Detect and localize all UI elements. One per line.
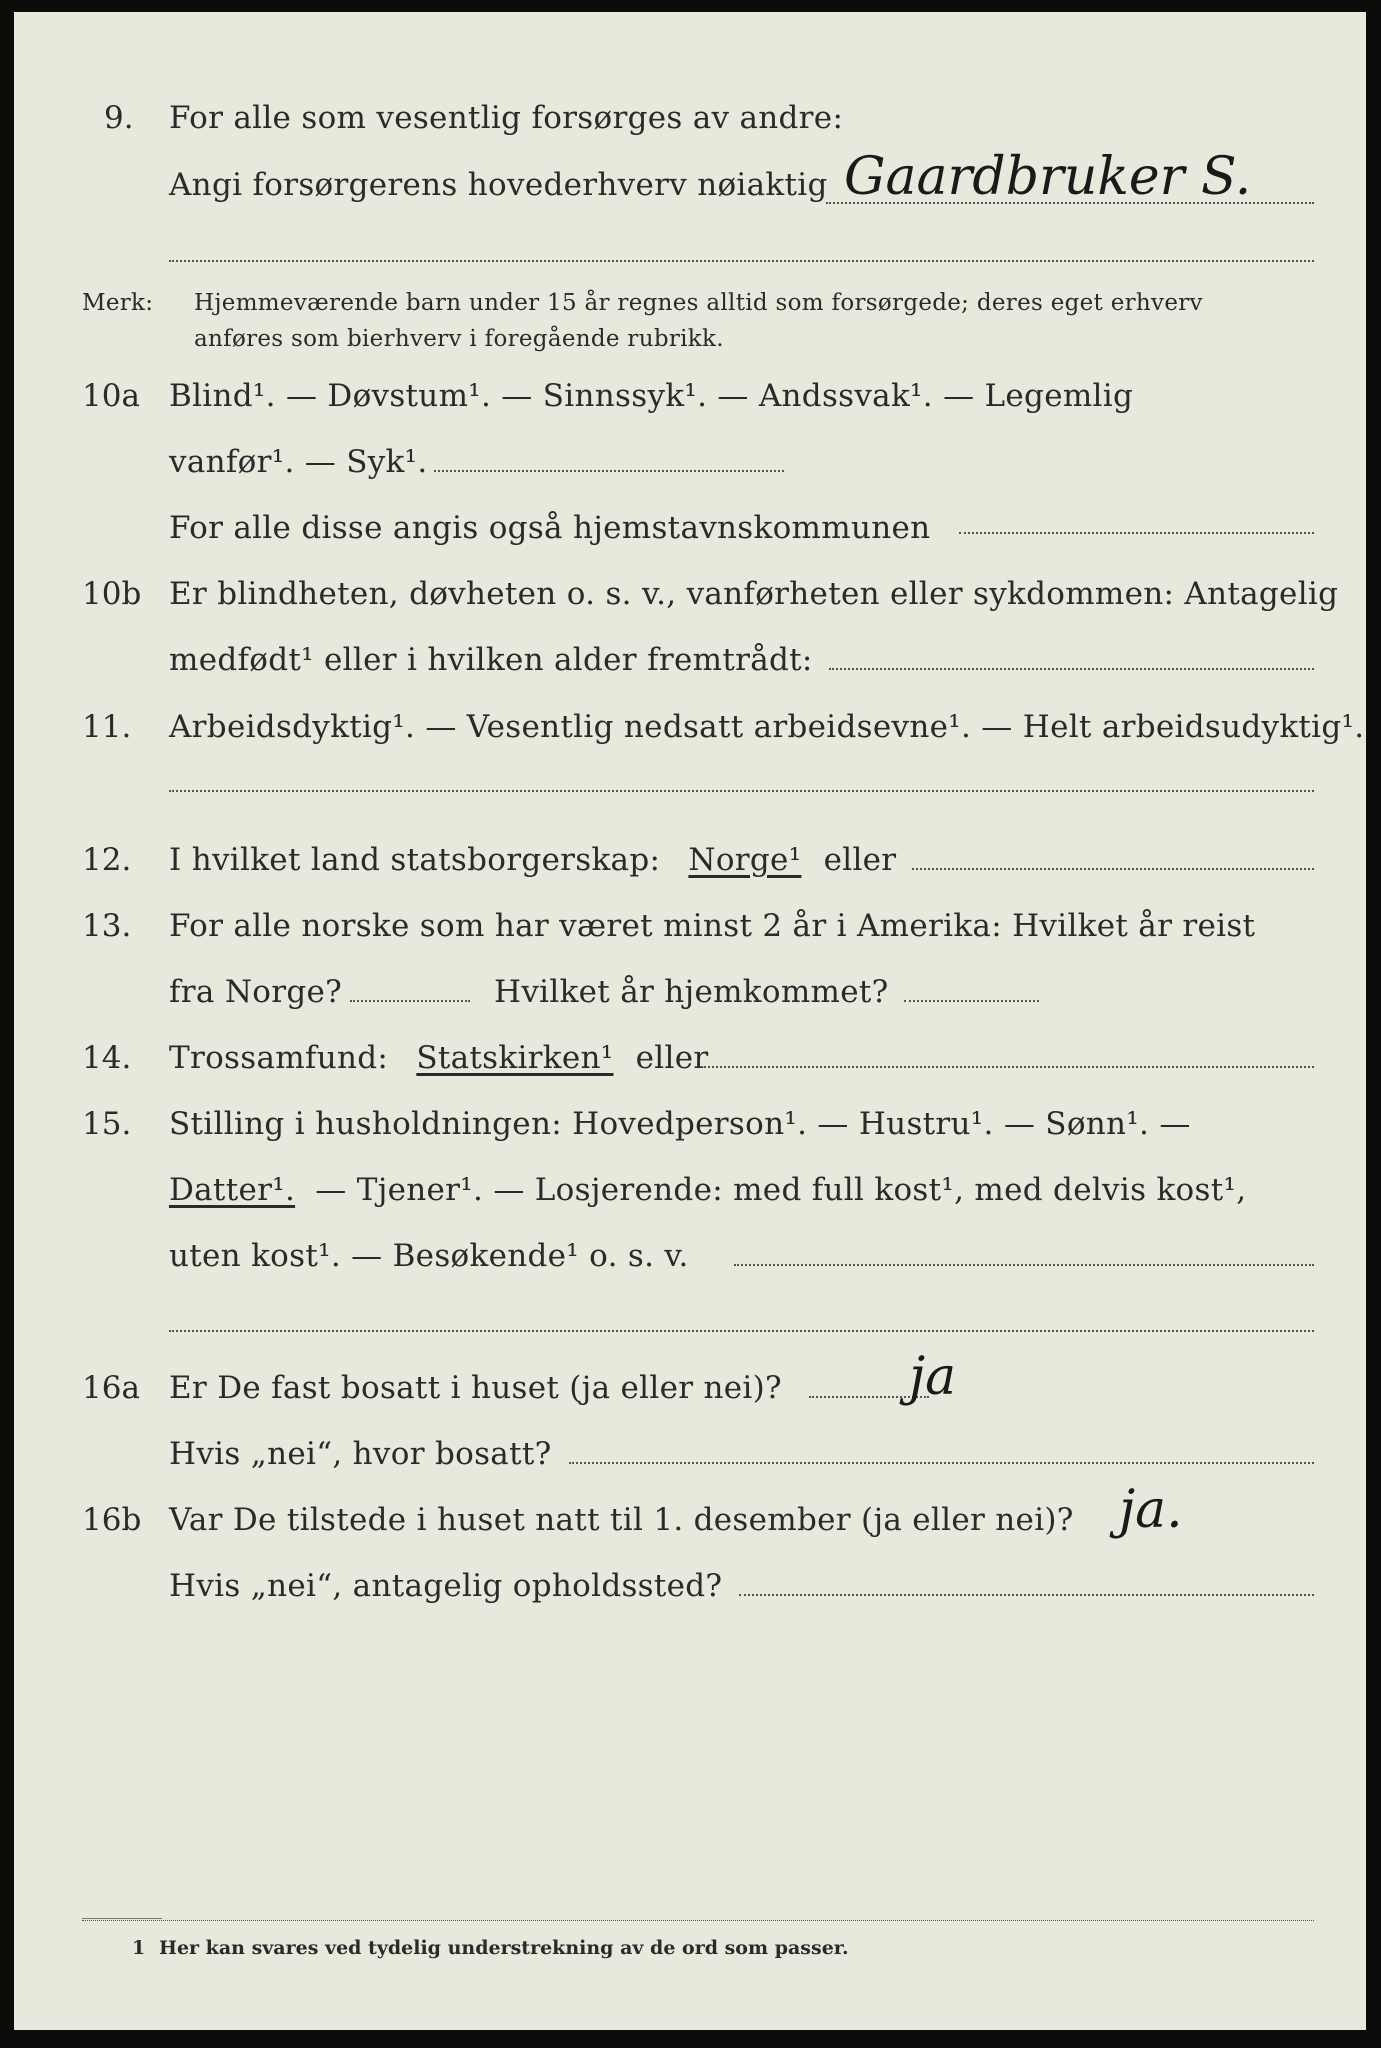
- q10a-kommune-line: [959, 532, 1314, 534]
- q12-choice-norge[interactable]: Norge¹: [688, 842, 802, 878]
- q11-number: 11.: [82, 709, 132, 745]
- q9-number: 9.: [104, 100, 134, 136]
- q10a-line3: For alle disse angis også hjemstavnskommunen: [169, 510, 931, 546]
- footnote-marker: 1: [132, 1937, 146, 1959]
- q12-question: I hvilket land statsborgerskap:: [169, 842, 661, 878]
- q15-answer-line: [734, 1264, 1314, 1266]
- q16a-line1: Er De fast bosatt i huset (ja eller nei)?: [169, 1370, 782, 1406]
- q11-extra-line: [169, 790, 1314, 792]
- q10a-line1: Blind¹. — Døvstum¹. — Sinnssyk¹. — Andssvak¹. — Legemlig: [169, 378, 1134, 414]
- q9-line1: For alle som vesentlig forsørges av andre:: [169, 100, 844, 136]
- q10b-line2: medfødt¹ eller i hvilken alder fremtrådt:: [169, 642, 813, 678]
- q13-line1: For alle norske som har været minst 2 år i Amerika: Hvilket år reist: [169, 908, 1256, 944]
- footnote-rule: [82, 1918, 162, 1919]
- q16b-opholdssted-line: [739, 1594, 1314, 1596]
- q10a-number: 10a: [82, 378, 140, 414]
- merk-line1: Hjemmeværende barn under 15 år regnes alltid som forsørgede; deres eget erhverv: [194, 290, 1203, 316]
- q10b-number: 10b: [82, 576, 142, 612]
- q12-line: [169, 842, 896, 878]
- q16b-line2: Hvis „nei“, antagelig opholdssted?: [169, 1568, 723, 1604]
- q16a-bosatt-line: [569, 1462, 1314, 1464]
- q16b-line1: Var De tilstede i huset natt til 1. desember (ja eller nei)?: [169, 1502, 1074, 1538]
- q16b-handwritten-answer[interactable]: ja.: [1119, 1480, 1183, 1540]
- footnote-dotted-line: [82, 1920, 1314, 1921]
- q16a-line2: Hvis „nei“, hvor bosatt?: [169, 1436, 552, 1472]
- q15-line1: Stilling i husholdningen: Hovedperson¹. — Hustru¹. — Sønn¹. —: [169, 1106, 1191, 1142]
- census-form-page: [14, 12, 1366, 2030]
- q15-line2-rest: — Tjener¹. — Losjerende: med full kost¹, med delvis kost¹,: [315, 1172, 1247, 1208]
- q15-extra-line: [169, 1330, 1314, 1332]
- footnote-text: Her kan svares ved tydelig understrekning av de ord som passer.: [159, 1937, 849, 1959]
- q16b-number: 16b: [82, 1502, 142, 1538]
- q13-number: 13.: [82, 908, 132, 944]
- q14-choice-statskirken[interactable]: Statskirken¹: [416, 1040, 614, 1076]
- q15-line2: [169, 1172, 1246, 1208]
- q13-reist-line: [350, 1000, 470, 1002]
- q10b-line1: Er blindheten, døvheten o. s. v., vanførheten eller sykdommen: Antagelig: [169, 576, 1339, 612]
- q14-question: Trossamfund:: [169, 1040, 389, 1076]
- q10a-line2: vanfør¹. — Syk¹.: [169, 444, 428, 480]
- merk-line2: anføres som bierhverv i foregående rubrikk.: [194, 326, 724, 352]
- q15-choice-datter[interactable]: Datter¹.: [169, 1172, 296, 1208]
- q12-number: 12.: [82, 842, 132, 878]
- q13-line2b: Hvilket år hjemkommet?: [494, 974, 889, 1010]
- q13-line2a: fra Norge?: [169, 974, 343, 1010]
- q14-answer-line: [704, 1066, 1314, 1068]
- q10a-syk-line: [434, 470, 784, 472]
- q9-handwritten-answer[interactable]: Gaardbruker S.: [844, 147, 1252, 207]
- merk-label: Merk:: [82, 290, 154, 316]
- q12-or: eller: [823, 842, 897, 878]
- q14-number: 14.: [82, 1040, 132, 1076]
- q15-line3: uten kost¹. — Besøkende¹ o. s. v.: [169, 1238, 689, 1274]
- q15-number: 15.: [82, 1106, 132, 1142]
- q10b-answer-line: [829, 668, 1314, 670]
- q9-line2: Angi forsørgerens hovederhverv nøiaktig: [169, 167, 828, 203]
- q12-answer-line: [912, 868, 1314, 870]
- q14-or: eller: [635, 1040, 709, 1076]
- q16a-handwritten-answer[interactable]: ja: [909, 1347, 957, 1407]
- q16a-number: 16a: [82, 1370, 140, 1406]
- q9-extra-line: [169, 260, 1314, 262]
- q13-hjemkommet-line: [904, 1000, 1039, 1002]
- q14-line: [169, 1040, 709, 1076]
- q11-line1: Arbeidsdyktig¹. — Vesentlig nedsatt arbeidsevne¹. — Helt arbeidsudyktig¹.: [169, 709, 1365, 745]
